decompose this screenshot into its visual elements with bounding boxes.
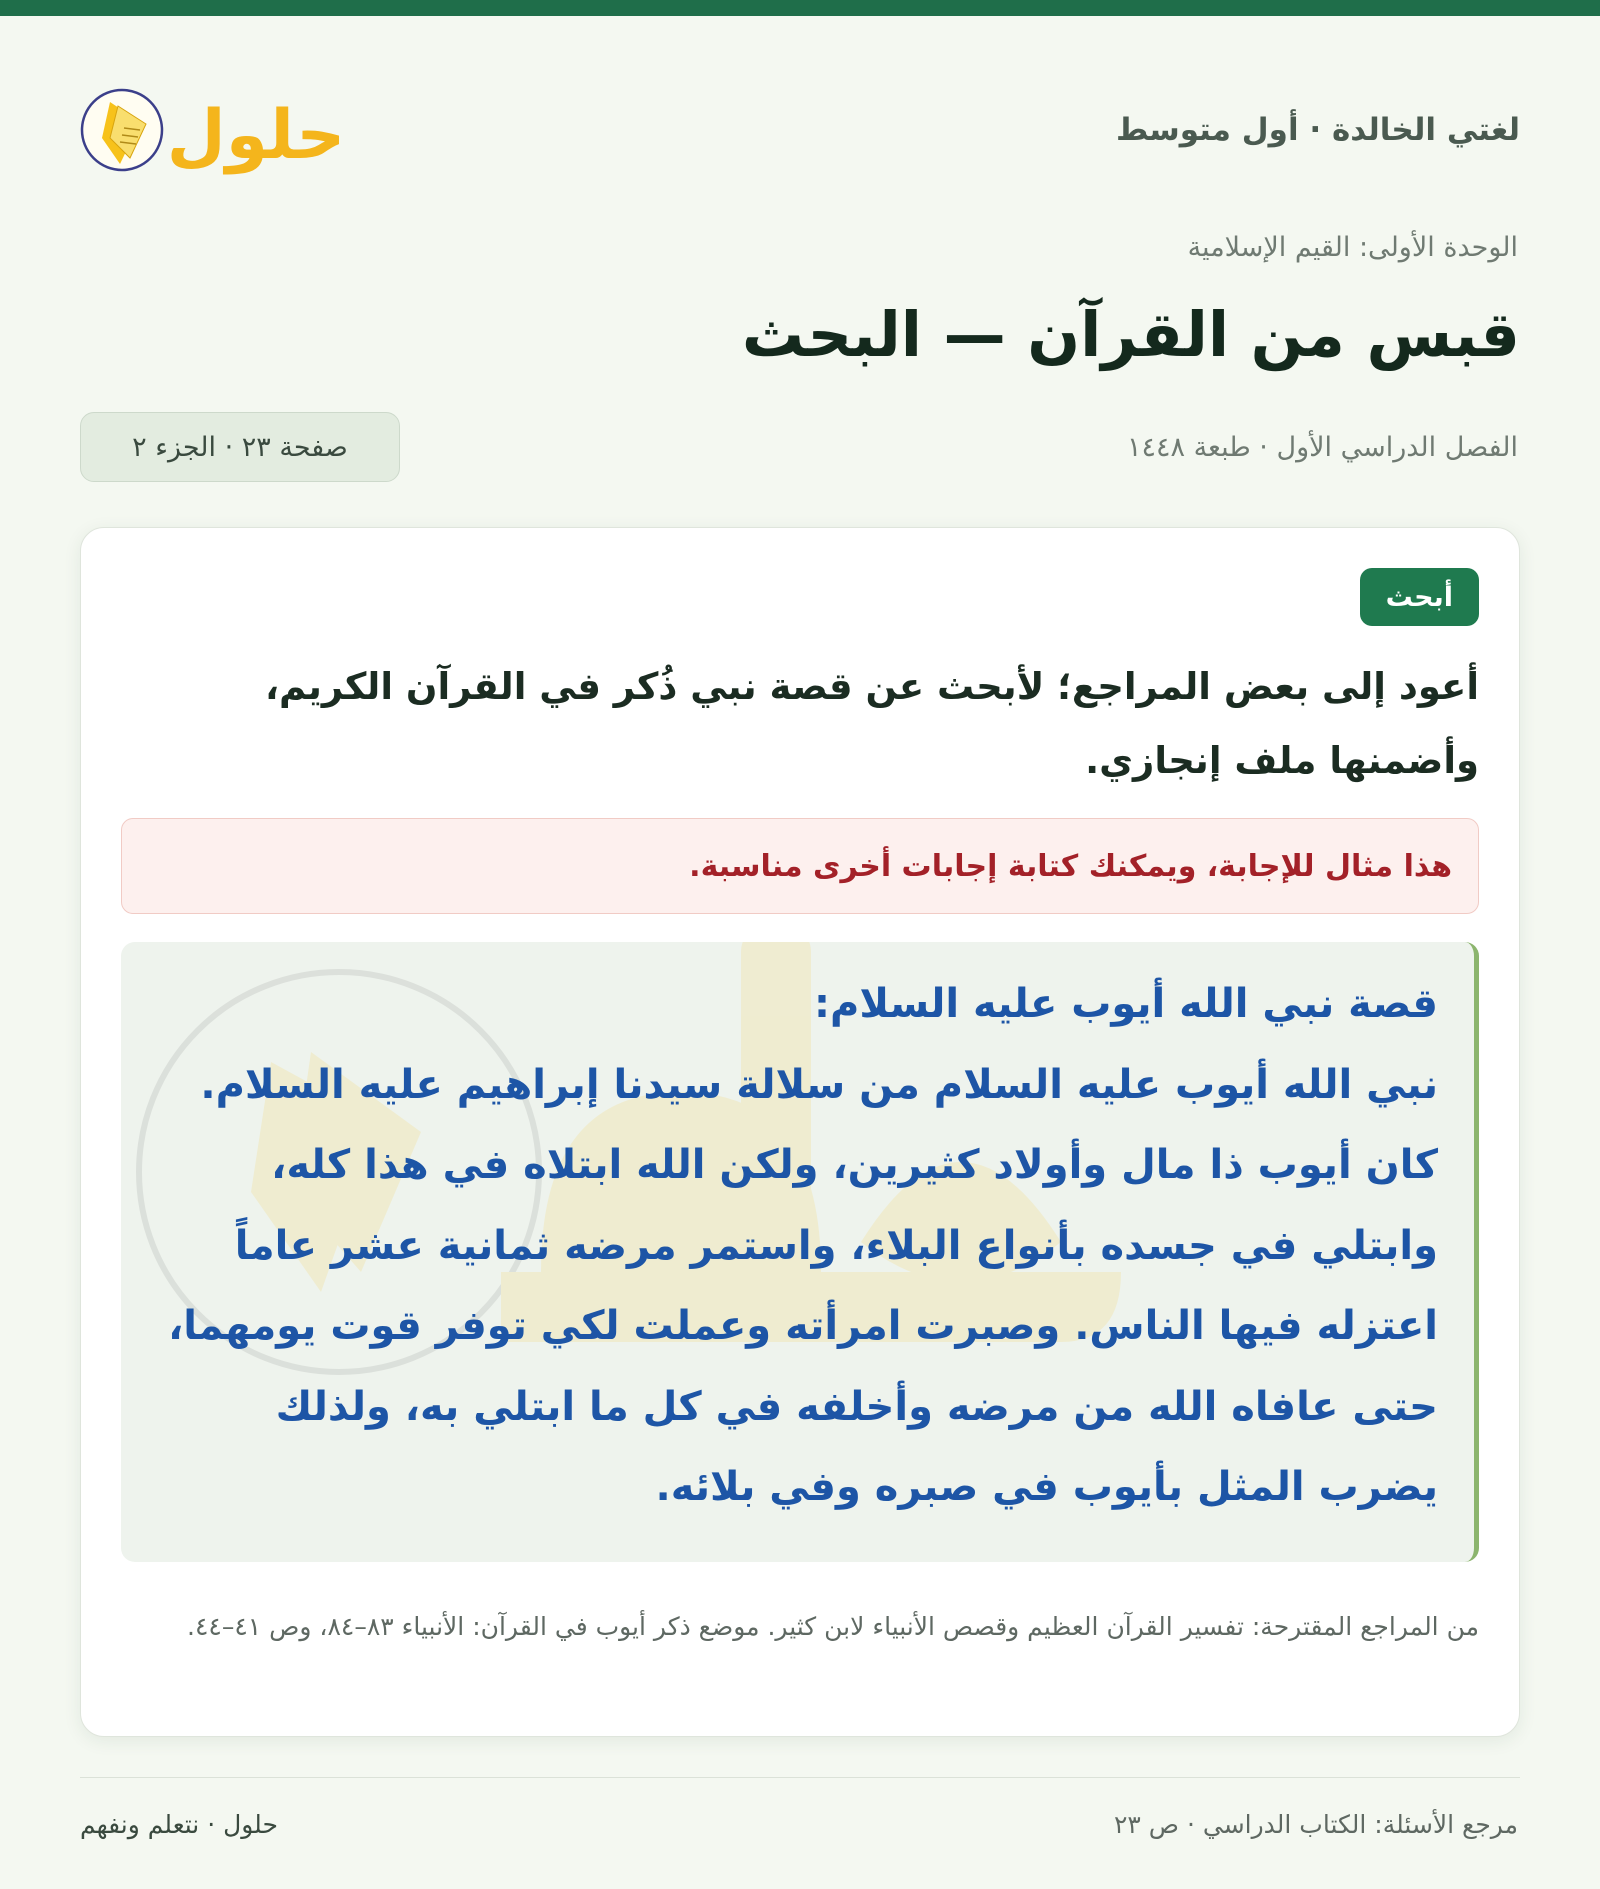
answer-line: كان أيوب ذا مال وأولاد كثيرين، ولكن الله ابتلاه في هذا كله، xyxy=(271,1142,1438,1188)
answer-line: حتى عافاه الله من مرضه وأخلفه في كل ما ابتلي به، ولذلك xyxy=(275,1383,1438,1430)
logo-wordmark: حلول xyxy=(166,96,346,175)
book-title: لغتي الخالدة · أول متوسط xyxy=(1116,112,1520,148)
answer-line: وابتلي في جسده بأنواع البلاء، واستمر مرضه ثمانية عشر عاماً xyxy=(234,1222,1438,1269)
page-title: قبس من القرآن — البحث xyxy=(741,298,1520,371)
example-answer-note: هذا مثال للإجابة، ويمكنك كتابة إجابات أخرى مناسبة. xyxy=(121,818,1479,914)
header xyxy=(80,70,1520,190)
answer-line: يضرب المثل بأيوب في صبره وفي بلائه. xyxy=(655,1464,1438,1510)
footer-divider xyxy=(80,1777,1520,1778)
answer-text xyxy=(157,964,1438,1528)
answer-box xyxy=(121,942,1479,1562)
answer-heading: قصة نبي الله أيوب عليه السلام: xyxy=(814,981,1438,1027)
question-text: أعود إلى بعض المراجع؛ لأبحث عن قصة نبي ذُكر في القرآن الكريم، وأضمنها ملف إنجازي. xyxy=(264,665,1479,782)
answer-line: اعتزله فيها الناس. وصبرت امرأته وعملت لكي توفر قوت يومهما، xyxy=(168,1303,1438,1349)
exercise-card xyxy=(80,527,1520,1737)
answer-line: نبي الله أيوب عليه السلام من سلالة سيدنا إبراهيم عليه السلام. xyxy=(200,1061,1438,1108)
page-number-pill: صفحة ٢٣ · الجزء ٢ xyxy=(80,412,400,482)
logo[interactable] xyxy=(80,80,360,180)
footer-brand: حلول · نتعلم ونفهم xyxy=(80,1810,278,1839)
references-text: من المراجع المقترحة: تفسير القرآن العظيم وقصص الأنبياء لابن كثير. موضع ذكر أيوب في القرآن: الأنبياء ٨٣–٨٤، وص ٤١–٤٤. xyxy=(187,1612,1479,1641)
unit-label: الوحدة الأولى: القيم الإسلامية xyxy=(1187,232,1518,263)
footer-source: مرجع الأسئلة: الكتاب الدراسي · ص ٢٣ xyxy=(1113,1810,1518,1839)
logo-icon xyxy=(80,80,360,180)
exercise-badge: أبحث xyxy=(1360,568,1479,626)
top-accent-bar xyxy=(0,0,1600,16)
edition-meta: الفصل الدراسي الأول · طبعة ١٤٤٨ xyxy=(1126,432,1518,463)
